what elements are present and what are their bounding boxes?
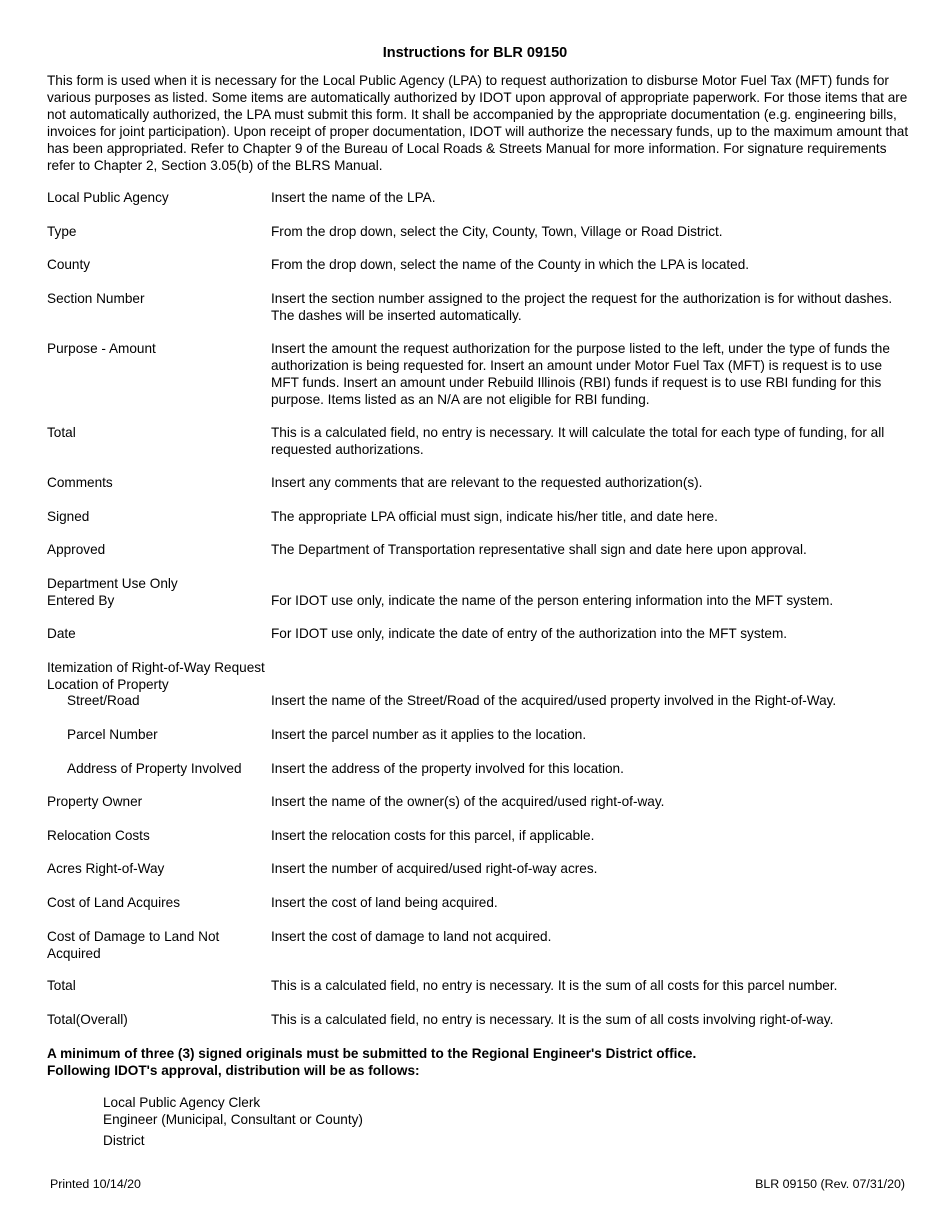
row-description: Insert any comments that are relevant to the requested authorization(s). (271, 475, 703, 490)
row-section-subheading: Location of Property (47, 677, 169, 692)
row-label: Total (47, 978, 76, 993)
distribution-item: Local Public Agency Clerk (103, 1095, 261, 1110)
row-description: Insert the name of the Street/Road of the acquired/used property involved in the Right-of-Way. (271, 693, 837, 708)
row-description: The Department of Transportation representative shall sign and date here upon approval. (271, 542, 807, 557)
distribution-item: District (103, 1133, 145, 1148)
row-label: Date (47, 626, 76, 641)
row-label: Local Public Agency (47, 190, 169, 205)
row-description: From the drop down, select the City, County, Town, Village or Road District. (271, 224, 723, 239)
row-description: This is a calculated field, no entry is necessary. It will calculate the total for each type of funding, for all requested authorizations. (271, 425, 885, 457)
row-description: Insert the amount the request authorization for the purpose listed to the left, under the type of funds the authorization is being requested for. Insert an amount under Motor Fuel Tax (MFT) is request is to use MFT funds. Insert an amount under Rebuild Illinois (RBI) funds if request is to use RBI funding for this purpose. Items listed as an N/A are not eligible for RBI funding. (271, 341, 890, 407)
footer-form-id: BLR 09150 (Rev. 07/31/20) (755, 1177, 905, 1191)
footer-printed-date: Printed 10/14/20 (50, 1177, 141, 1191)
row-description: Insert the cost of land being acquired. (271, 895, 498, 910)
row-description: Insert the number of acquired/used right-of-way acres. (271, 861, 598, 876)
row-label: Cost of Damage to Land Not Acquired (47, 929, 220, 961)
row-label: Comments (47, 475, 113, 490)
row-label: Address of Property Involved (67, 761, 242, 776)
notice-line-2: Following IDOT's approval, distribution will be as follows: (47, 1063, 420, 1078)
row-label: Approved (47, 542, 106, 557)
intro-paragraph: This form is used when it is necessary for the Local Public Agency (LPA) to request authorization to disburse Motor Fuel Tax (MFT) funds for various purposes as listed. Some items are automatically authorized by IDOT upon approval of appropriate paperwork. For those items that are not automatically authorized, the LPA must submit this form. It shall be accompanied by the appropriate documentation (e.g. engineering bills, invoices for joint participation). Upon receipt of proper documentation, IDOT will authorize the necessary funds, up to the maximum amount that has been appropriated. Refer to Chapter 9 of the Bureau of Local Roads & Streets Manual for more information. For signature requirements refer to Chapter 2, Section 3.05(b) of the BLRS Manual. (47, 73, 909, 173)
row-description: From the drop down, select the name of the County in which the LPA is located. (271, 257, 750, 272)
row-description: This is a calculated field, no entry is necessary. It is the sum of all costs involving right-of-way. (271, 1012, 834, 1027)
row-label: Cost of Land Acquires (47, 895, 180, 910)
row-label: Section Number (47, 291, 145, 306)
row-description: For IDOT use only, indicate the date of entry of the authorization into the MFT system. (271, 626, 788, 641)
row-description: Insert the section number assigned to the project the request for the authorization is for without dashes. The dashes will be inserted automatically. (271, 291, 893, 323)
page-title: Instructions for BLR 09150 (382, 45, 568, 61)
row-label: Total (47, 425, 76, 440)
row-label: Purpose - Amount (47, 341, 156, 356)
row-description: Insert the cost of damage to land not acquired. (271, 929, 552, 944)
row-label: Department Use Only (47, 576, 178, 591)
row-description: Insert the name of the owner(s) of the acquired/used right-of-way. (271, 794, 665, 809)
notice-line-1: A minimum of three (3) signed originals must be submitted to the Regional Engineer's District office. (47, 1046, 697, 1061)
row-label: Total(Overall) (47, 1012, 128, 1027)
row-label: Street/Road (67, 693, 140, 708)
row-description: Insert the address of the property involved for this location. (271, 761, 624, 776)
distribution-item: Engineer (Municipal, Consultant or County) (103, 1112, 363, 1127)
row-description: Insert the parcel number as it applies to the location. (271, 727, 587, 742)
row-description: The appropriate LPA official must sign, indicate his/her title, and date here. (271, 509, 718, 524)
row-description: For IDOT use only, indicate the name of the person entering information into the MFT system. (271, 593, 834, 608)
row-label: Entered By (47, 593, 115, 608)
row-label: Acres Right-of-Way (47, 861, 165, 876)
row-description: Insert the relocation costs for this parcel, if applicable. (271, 828, 595, 843)
row-label: Type (47, 224, 77, 239)
row-description: This is a calculated field, no entry is necessary. It is the sum of all costs for this parcel number. (271, 978, 838, 993)
submission-notice (47, 1045, 911, 1079)
row-label: Property Owner (47, 794, 143, 809)
row-label: County (47, 257, 91, 272)
row-section-heading: Itemization of Right-of-Way Request (47, 660, 265, 675)
row-label: Relocation Costs (47, 828, 150, 843)
row-label: Parcel Number (67, 727, 158, 742)
row-description: Insert the name of the LPA. (271, 190, 436, 205)
row-label: Signed (47, 509, 90, 524)
